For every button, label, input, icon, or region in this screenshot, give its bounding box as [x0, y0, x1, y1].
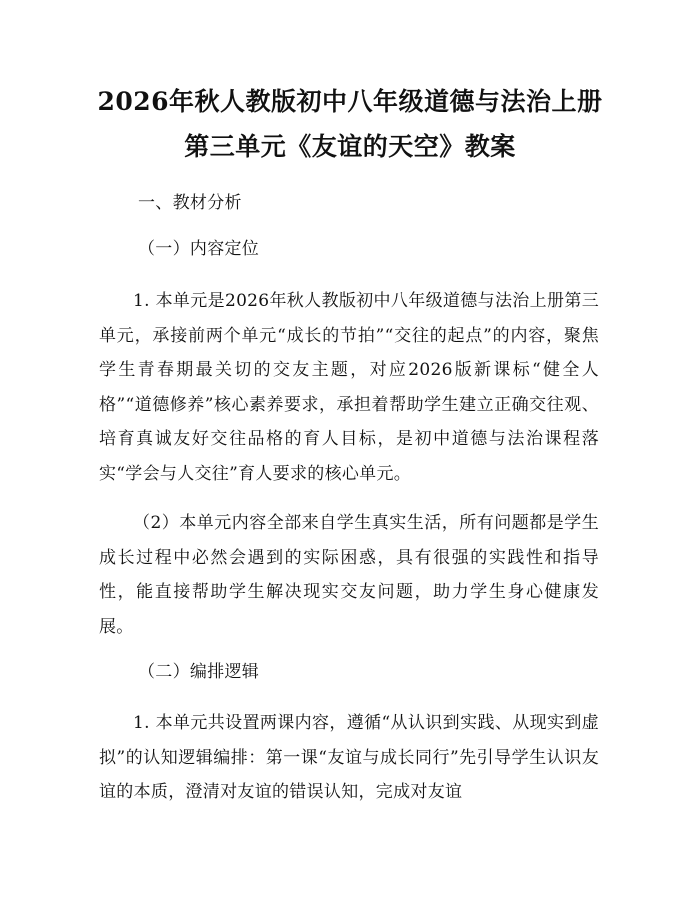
paragraph-arrangement-logic: 1. 本单元共设置两课内容，遵循“从认识到实践、从现实到虚拟”的认知逻辑编排：第一课“友谊与成长同行”先引导学生认识友谊的本质，澄清对友谊的错误认知，完成对友谊: [99, 713, 599, 802]
document-title-line-2: 第三单元《友谊的天空》教案: [184, 132, 516, 161]
subsection-heading-content-positioning: （一）内容定位: [138, 239, 260, 259]
section-heading-teaching-material-analysis: 一、教材分析: [138, 193, 242, 213]
paragraph-unit-practicality: （2）本单元内容全部来自学生真实生活，所有问题都是学生成长过程中必然会遇到的实际困惑，具有很强的实践性和指导性，能直接帮助学生解决现实交友问题，助力学生身心健康发展。: [99, 513, 599, 637]
paragraph-unit-positioning: 1. 本单元是2026年秋人教版初中八年级道德与法治上册第三单元，承接前两个单元“成长的节拍”“交往的起点”的内容，聚焦学生青春期最关切的交友主题，对应2026版新课标“健全人格”“道德修养”核心素养要求，承担着帮助学生建立正确交往观、培育真诚友好交往品格的育人目标，是初中道德与法治课程落实“学会与人交往”育人要求的核心单元。: [99, 291, 599, 484]
document-title-line-1: 2026年秋人教版初中八年级道德与法治上册: [97, 87, 603, 116]
subsection-heading-arrangement-logic: （二）编排逻辑: [138, 662, 260, 682]
